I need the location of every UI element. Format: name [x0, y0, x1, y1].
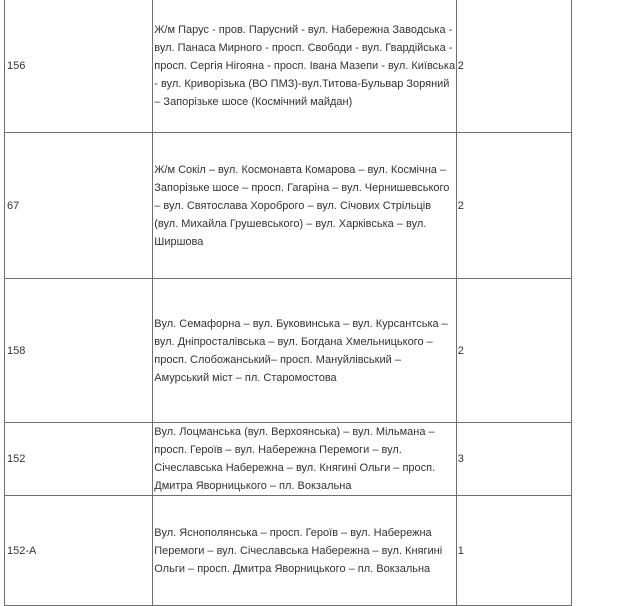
route-number: 156 — [5, 0, 153, 133]
table-row — [5, 496, 572, 606]
route-number: 158 — [5, 279, 153, 423]
routes-table — [4, 0, 572, 606]
vehicle-count: 1 — [456, 496, 571, 606]
vehicle-count: 2 — [456, 133, 571, 279]
table-row — [5, 423, 572, 496]
vehicle-count: 2 — [456, 0, 571, 133]
table-row — [5, 279, 572, 423]
route-number: 152 — [5, 423, 153, 496]
route-description: Ж/м Сокіл – вул. Космонавта Комарова – вул. Космічна – Запорізьке шосе – просп. Гагаріна – вул. Чернишевського – вул. Святослава Хороброго – вул. Січових Стрільців (вул. Михайла Грушевського) – вул. Харківська – вул. Ширшова — [153, 133, 457, 279]
route-number: 67 — [5, 133, 153, 279]
table-row — [5, 0, 572, 133]
vehicle-count: 3 — [456, 423, 571, 496]
route-description: Вул. Лоцманська (вул. Верхоянська) – вул. Мільмана – просп. Героїв – вул. Набережна Перемоги – вул. Січеславська Набережна – вул. Княгині Ольги – просп. Дмитра Яворницького – пл. Вокзальна — [153, 423, 457, 496]
table-row — [5, 133, 572, 279]
vehicle-count: 2 — [456, 279, 571, 423]
route-description: Ж/м Парус - пров. Парусний - вул. Набережна Заводська - вул. Панаса Мирного - просп. Свободи - вул. Гвардійська - просп. Сергія Нігояна - просп. Івана Мазепи - вул. Київська - вул. Криворізька (ВО ПМЗ)-вул.Титова-Бульвар Зоряний – Запорізьке шосе (Космічний майдан) — [153, 0, 457, 133]
route-number: 152-А — [5, 496, 153, 606]
route-description: Вул. Семафорна – вул. Буковинська – вул. Курсантська – вул. Дніпросталівська – вул. Богдана Хмельницького – просп. Слобожанський– просп. Мануйлівський – Амурський міст – пл. Старомостова — [153, 279, 457, 423]
route-description: Вул. Яснополянська – просп. Героїв – вул. Набережна Перемоги – вул. Січеславська Набережна – вул. Княгині Ольги – просп. Дмитра Яворницького – пл. Вокзальна — [153, 496, 457, 606]
